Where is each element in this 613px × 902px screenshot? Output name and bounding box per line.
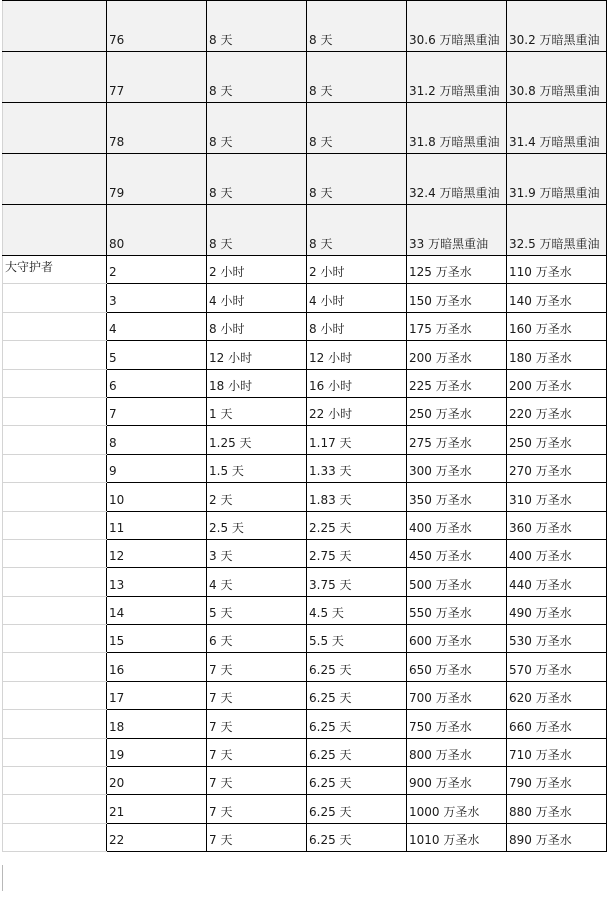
table-row xyxy=(3,103,607,154)
time-a-cell: 2 天 xyxy=(207,483,307,511)
level-cell: 2 xyxy=(107,256,207,284)
table-row xyxy=(3,539,607,567)
name-cell xyxy=(3,767,107,795)
level-cell: 78 xyxy=(107,103,207,154)
time-b-cell: 22 小时 xyxy=(307,397,407,425)
time-a-cell: 6 天 xyxy=(207,625,307,653)
name-cell xyxy=(3,154,107,205)
cost-b-cell: 270 万圣水 xyxy=(507,454,607,482)
cost-b-cell: 30.8 万暗黑重油 xyxy=(507,52,607,103)
time-b-cell: 5.5 天 xyxy=(307,625,407,653)
level-cell: 4 xyxy=(107,312,207,340)
cost-a-cell: 1000 万圣水 xyxy=(407,795,507,823)
name-cell xyxy=(3,653,107,681)
table-row xyxy=(3,795,607,823)
level-cell: 8 xyxy=(107,426,207,454)
name-cell xyxy=(3,568,107,596)
cost-b-cell: 490 万圣水 xyxy=(507,596,607,624)
table-row xyxy=(3,397,607,425)
time-a-cell: 8 天 xyxy=(207,154,307,205)
cost-b-cell: 30.2 万暗黑重油 xyxy=(507,1,607,52)
name-cell xyxy=(3,103,107,154)
cost-b-cell: 880 万圣水 xyxy=(507,795,607,823)
level-cell: 13 xyxy=(107,568,207,596)
cost-a-cell: 300 万圣水 xyxy=(407,454,507,482)
table-row xyxy=(3,454,607,482)
cost-b-cell: 32.5 万暗黑重油 xyxy=(507,205,607,256)
time-b-cell: 4.5 天 xyxy=(307,596,407,624)
name-cell xyxy=(3,205,107,256)
cost-a-cell: 450 万圣水 xyxy=(407,539,507,567)
time-b-cell: 2.25 天 xyxy=(307,511,407,539)
cost-b-cell: 620 万圣水 xyxy=(507,681,607,709)
time-a-cell: 7 天 xyxy=(207,710,307,738)
section-name-cell: 大守护者 xyxy=(3,256,107,284)
level-cell: 3 xyxy=(107,284,207,312)
time-b-cell: 1.17 天 xyxy=(307,426,407,454)
table-row xyxy=(3,312,607,340)
name-cell xyxy=(3,681,107,709)
time-a-cell: 7 天 xyxy=(207,738,307,766)
name-cell xyxy=(3,483,107,511)
name-cell xyxy=(3,823,107,851)
time-a-cell: 7 天 xyxy=(207,823,307,851)
time-a-cell: 7 天 xyxy=(207,653,307,681)
level-cell: 7 xyxy=(107,397,207,425)
table-row xyxy=(3,1,607,52)
name-cell xyxy=(3,426,107,454)
level-cell: 11 xyxy=(107,511,207,539)
time-b-cell: 8 天 xyxy=(307,103,407,154)
cost-b-cell: 710 万圣水 xyxy=(507,738,607,766)
cost-a-cell: 550 万圣水 xyxy=(407,596,507,624)
level-cell: 19 xyxy=(107,738,207,766)
level-cell: 15 xyxy=(107,625,207,653)
table-row xyxy=(3,738,607,766)
time-a-cell: 8 天 xyxy=(207,1,307,52)
level-cell: 17 xyxy=(107,681,207,709)
level-cell: 22 xyxy=(107,823,207,851)
cost-b-cell: 890 万圣水 xyxy=(507,823,607,851)
cost-a-cell: 200 万圣水 xyxy=(407,341,507,369)
upgrade-table xyxy=(2,0,607,852)
time-a-cell: 8 天 xyxy=(207,52,307,103)
cost-a-cell: 275 万圣水 xyxy=(407,426,507,454)
cost-a-cell: 31.2 万暗黑重油 xyxy=(407,52,507,103)
cost-a-cell: 32.4 万暗黑重油 xyxy=(407,154,507,205)
cost-b-cell: 250 万圣水 xyxy=(507,426,607,454)
cost-a-cell: 400 万圣水 xyxy=(407,511,507,539)
cost-a-cell: 150 万圣水 xyxy=(407,284,507,312)
cost-a-cell: 175 万圣水 xyxy=(407,312,507,340)
table-row xyxy=(3,767,607,795)
upgrade-table-body xyxy=(3,1,607,852)
table-row xyxy=(3,681,607,709)
table-row xyxy=(3,625,607,653)
table-row xyxy=(3,284,607,312)
name-cell xyxy=(3,284,107,312)
level-cell: 79 xyxy=(107,154,207,205)
time-b-cell: 6.25 天 xyxy=(307,681,407,709)
table-row xyxy=(3,596,607,624)
time-a-cell: 12 小时 xyxy=(207,341,307,369)
name-cell xyxy=(3,710,107,738)
cost-b-cell: 110 万圣水 xyxy=(507,256,607,284)
time-a-cell: 2.5 天 xyxy=(207,511,307,539)
name-cell xyxy=(3,52,107,103)
table-row xyxy=(3,52,607,103)
time-b-cell: 12 小时 xyxy=(307,341,407,369)
table-row xyxy=(3,154,607,205)
cost-b-cell: 140 万圣水 xyxy=(507,284,607,312)
cost-b-cell: 310 万圣水 xyxy=(507,483,607,511)
table-row xyxy=(3,823,607,851)
cost-a-cell: 31.8 万暗黑重油 xyxy=(407,103,507,154)
cost-a-cell: 700 万圣水 xyxy=(407,681,507,709)
cost-b-cell: 790 万圣水 xyxy=(507,767,607,795)
cost-b-cell: 31.9 万暗黑重油 xyxy=(507,154,607,205)
time-b-cell: 6.25 天 xyxy=(307,653,407,681)
cost-a-cell: 250 万圣水 xyxy=(407,397,507,425)
level-cell: 10 xyxy=(107,483,207,511)
cost-a-cell: 225 万圣水 xyxy=(407,369,507,397)
table-row xyxy=(3,483,607,511)
table-row xyxy=(3,653,607,681)
time-a-cell: 8 天 xyxy=(207,103,307,154)
time-a-cell: 8 小时 xyxy=(207,312,307,340)
table-row xyxy=(3,369,607,397)
time-b-cell: 6.25 天 xyxy=(307,710,407,738)
level-cell: 12 xyxy=(107,539,207,567)
time-a-cell: 4 天 xyxy=(207,568,307,596)
cost-b-cell: 180 万圣水 xyxy=(507,341,607,369)
level-cell: 5 xyxy=(107,341,207,369)
level-cell: 18 xyxy=(107,710,207,738)
time-b-cell: 8 小时 xyxy=(307,312,407,340)
table-row xyxy=(3,341,607,369)
time-a-cell: 18 小时 xyxy=(207,369,307,397)
level-cell: 20 xyxy=(107,767,207,795)
cost-b-cell: 440 万圣水 xyxy=(507,568,607,596)
table-row xyxy=(3,710,607,738)
cost-a-cell: 500 万圣水 xyxy=(407,568,507,596)
time-b-cell: 16 小时 xyxy=(307,369,407,397)
cost-b-cell: 31.4 万暗黑重油 xyxy=(507,103,607,154)
time-b-cell: 6.25 天 xyxy=(307,795,407,823)
table-row xyxy=(3,568,607,596)
time-a-cell: 1.25 天 xyxy=(207,426,307,454)
name-cell xyxy=(3,397,107,425)
cost-a-cell: 1010 万圣水 xyxy=(407,823,507,851)
table-row xyxy=(3,205,607,256)
cost-a-cell: 900 万圣水 xyxy=(407,767,507,795)
name-cell xyxy=(3,312,107,340)
time-b-cell: 2 小时 xyxy=(307,256,407,284)
name-cell xyxy=(3,738,107,766)
time-b-cell: 8 天 xyxy=(307,205,407,256)
text-cursor xyxy=(2,865,3,891)
time-a-cell: 1.5 天 xyxy=(207,454,307,482)
name-cell xyxy=(3,341,107,369)
name-cell xyxy=(3,795,107,823)
time-a-cell: 3 天 xyxy=(207,539,307,567)
cost-b-cell: 530 万圣水 xyxy=(507,625,607,653)
time-b-cell: 8 天 xyxy=(307,52,407,103)
cost-b-cell: 570 万圣水 xyxy=(507,653,607,681)
level-cell: 77 xyxy=(107,52,207,103)
cost-a-cell: 650 万圣水 xyxy=(407,653,507,681)
time-b-cell: 2.75 天 xyxy=(307,539,407,567)
cost-b-cell: 220 万圣水 xyxy=(507,397,607,425)
cost-a-cell: 30.6 万暗黑重油 xyxy=(407,1,507,52)
time-a-cell: 5 天 xyxy=(207,596,307,624)
level-cell: 76 xyxy=(107,1,207,52)
time-b-cell: 8 天 xyxy=(307,1,407,52)
cost-b-cell: 200 万圣水 xyxy=(507,369,607,397)
time-b-cell: 6.25 天 xyxy=(307,767,407,795)
time-a-cell: 2 小时 xyxy=(207,256,307,284)
name-cell xyxy=(3,369,107,397)
time-a-cell: 4 小时 xyxy=(207,284,307,312)
time-a-cell: 7 天 xyxy=(207,795,307,823)
name-cell xyxy=(3,625,107,653)
name-cell xyxy=(3,454,107,482)
table-row xyxy=(3,511,607,539)
level-cell: 6 xyxy=(107,369,207,397)
level-cell: 14 xyxy=(107,596,207,624)
time-b-cell: 6.25 天 xyxy=(307,823,407,851)
level-cell: 9 xyxy=(107,454,207,482)
time-b-cell: 1.33 天 xyxy=(307,454,407,482)
time-b-cell: 1.83 天 xyxy=(307,483,407,511)
name-cell xyxy=(3,1,107,52)
time-b-cell: 3.75 天 xyxy=(307,568,407,596)
cost-a-cell: 33 万暗黑重油 xyxy=(407,205,507,256)
time-b-cell: 8 天 xyxy=(307,154,407,205)
level-cell: 21 xyxy=(107,795,207,823)
cost-b-cell: 360 万圣水 xyxy=(507,511,607,539)
name-cell xyxy=(3,596,107,624)
cost-a-cell: 350 万圣水 xyxy=(407,483,507,511)
time-a-cell: 1 天 xyxy=(207,397,307,425)
time-b-cell: 4 小时 xyxy=(307,284,407,312)
cost-a-cell: 125 万圣水 xyxy=(407,256,507,284)
time-a-cell: 7 天 xyxy=(207,681,307,709)
time-a-cell: 7 天 xyxy=(207,767,307,795)
level-cell: 16 xyxy=(107,653,207,681)
table-row xyxy=(3,426,607,454)
cost-a-cell: 750 万圣水 xyxy=(407,710,507,738)
time-b-cell: 6.25 天 xyxy=(307,738,407,766)
level-cell: 80 xyxy=(107,205,207,256)
table-row xyxy=(3,256,607,284)
cost-a-cell: 600 万圣水 xyxy=(407,625,507,653)
name-cell xyxy=(3,511,107,539)
cost-b-cell: 160 万圣水 xyxy=(507,312,607,340)
time-a-cell: 8 天 xyxy=(207,205,307,256)
cost-b-cell: 400 万圣水 xyxy=(507,539,607,567)
cost-b-cell: 660 万圣水 xyxy=(507,710,607,738)
cost-a-cell: 800 万圣水 xyxy=(407,738,507,766)
name-cell xyxy=(3,539,107,567)
